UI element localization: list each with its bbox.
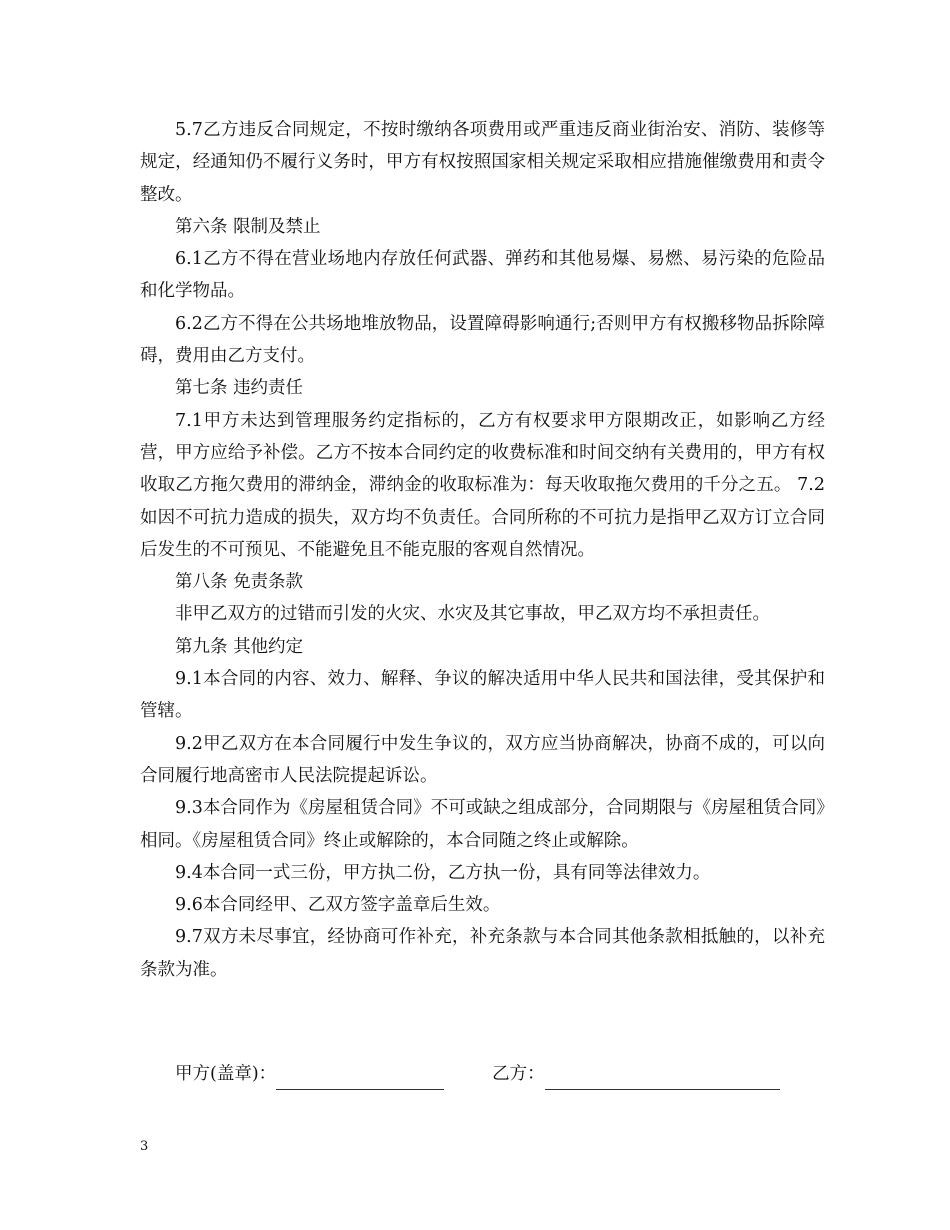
clause-6-2: 6.2乙方不得在公共场地堆放物品，设置障碍影响通行;否则甲方有权搬移物品拆除障碍，费用由乙方支付。 <box>140 313 825 367</box>
clause-9-3: 9.3本合同作为《房屋租赁合同》不可或缺之组成部分，合同期限与《房屋租赁合同》相同。《房屋租赁合同》终止或解除的，本合同随之终止或解除。 <box>140 798 825 851</box>
clause-8: 非甲乙双方的过错而引发的火灾、水灾及其它事故，甲乙双方均不承担责任。 <box>175 604 770 625</box>
article-9-heading: 第九条 其他约定 <box>175 636 304 657</box>
clause-9-1: 9.1本合同的内容、效力、解释、争议的解决适用中华人民共和国法律，受其保护和管辖。 <box>140 669 825 722</box>
clause-9-6: 9.6本合同经甲、乙双方签字盖章后生效。 <box>175 895 501 916</box>
clause-7-1: 7.1甲方未达到管理服务约定指标的，乙方有权要求甲方限期改正，如影响乙方经营，甲方应给予补偿。乙方不按本合同约定的收费标准和时间交纳有关费用的，甲方有权收取乙方拖欠费用的滞纳金，滞纳金的收取标准为：每天收取拖欠费用的千分之五。 7.2如因不可抗力造成的损失，双方均不负责任。合同所称的不可抗力是指甲乙双方订立合同后发生的不可预见、不能避免且不能克服的客观自然情况。 <box>140 410 825 560</box>
article-8-heading: 第八条 免责条款 <box>175 572 304 593</box>
party-b-label: 乙方： <box>492 1064 545 1084</box>
clause-9-7: 9.7双方未尽事宜，经协商可作补充，补充条款与本合同其他条款相抵触的，以补充条款为准。 <box>140 927 825 980</box>
party-a-signature-blank <box>276 1067 444 1090</box>
article-6-heading: 第六条 限制及禁止 <box>175 216 321 237</box>
signature-line <box>175 1058 780 1090</box>
party-b-signature-blank <box>545 1067 780 1090</box>
page-number: 3 <box>140 1139 149 1154</box>
clause-9-2: 9.2甲乙双方在本合同履行中发生争议的，双方应当协商解决，协商不成的，可以向合同履行地高密市人民法院提起诉讼。 <box>140 733 825 786</box>
clause-9-4: 9.4本合同一式三份，甲方执二份，乙方执一份，具有同等法律效力。 <box>175 862 711 883</box>
contract-body <box>140 114 825 986</box>
clause-6-1: 6.1乙方不得在营业场地内存放任何武器、弹药和其他易爆、易燃、易污染的危险品和化学物品。 <box>140 249 825 302</box>
article-7-heading: 第七条 违约责任 <box>175 378 304 399</box>
party-a-label: 甲方(盖章)： <box>175 1064 277 1084</box>
clause-5-7: 5.7乙方违反合同规定，不按时缴纳各项费用或严重违反商业街治安、消防、装修等规定，经通知仍不履行义务时，甲方有权按照国家相关规定采取相应措施催缴费用和责令整改。 <box>140 120 825 205</box>
